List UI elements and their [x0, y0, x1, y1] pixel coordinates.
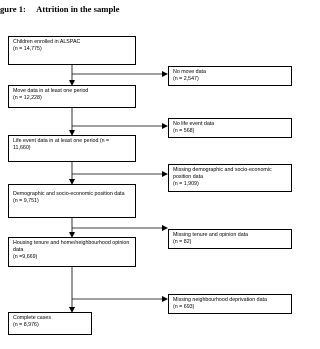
- box-label: Housing tenure and home/neighbourhood opinion data: [13, 240, 130, 253]
- box-count: (n = 693): [173, 304, 195, 310]
- box-count: (n = 12,228): [13, 95, 42, 101]
- box-count: (n = 14,775): [13, 46, 42, 52]
- main-box-move-data: [8, 85, 136, 108]
- box-count: (n = 568): [173, 128, 195, 134]
- exclusion-box-missing-demographic: [168, 164, 292, 192]
- box-count: (n = 2,547): [173, 76, 199, 82]
- box-label: No move data: [173, 69, 206, 75]
- main-box-housing: [8, 237, 136, 267]
- box-count: (n = 8,976): [13, 322, 39, 328]
- exclusion-box-missing-tenure: [168, 229, 292, 249]
- box-label: Missing tenure and opinion data: [173, 232, 249, 238]
- box-count: (n = 82): [173, 239, 192, 245]
- box-label: Missing demographic and socio-economic position data: [173, 167, 272, 180]
- box-label: Children enrolled in ALSPAC: [13, 39, 81, 45]
- box-label: Move data in at least one period: [13, 88, 89, 94]
- exclusion-box-no-life-event: [168, 118, 292, 138]
- main-box-demographic: [8, 184, 136, 218]
- main-box-life-event: [8, 135, 136, 162]
- main-box-complete: [8, 312, 92, 335]
- box-label: Missing neighbourhood deprivation data: [173, 297, 267, 303]
- main-box-enrolled: [8, 36, 136, 65]
- box-count: 11,660): [13, 145, 31, 151]
- box-label: Demographic and socio-economic position data: [13, 191, 125, 197]
- box-count: (n = 9,751): [13, 198, 39, 204]
- box-label: Complete cases: [13, 315, 51, 321]
- box-label: Life event data in at least one period (n =: [13, 138, 110, 144]
- box-count: (n = 1,909): [173, 181, 199, 187]
- exclusion-box-no-move: [168, 66, 292, 86]
- box-count: (n =9,669): [13, 254, 38, 260]
- exclusion-box-missing-deprivation: [168, 294, 292, 314]
- box-label: No life event data: [173, 121, 215, 127]
- figure-title: gure 1: Attrition in the sample: [0, 4, 120, 14]
